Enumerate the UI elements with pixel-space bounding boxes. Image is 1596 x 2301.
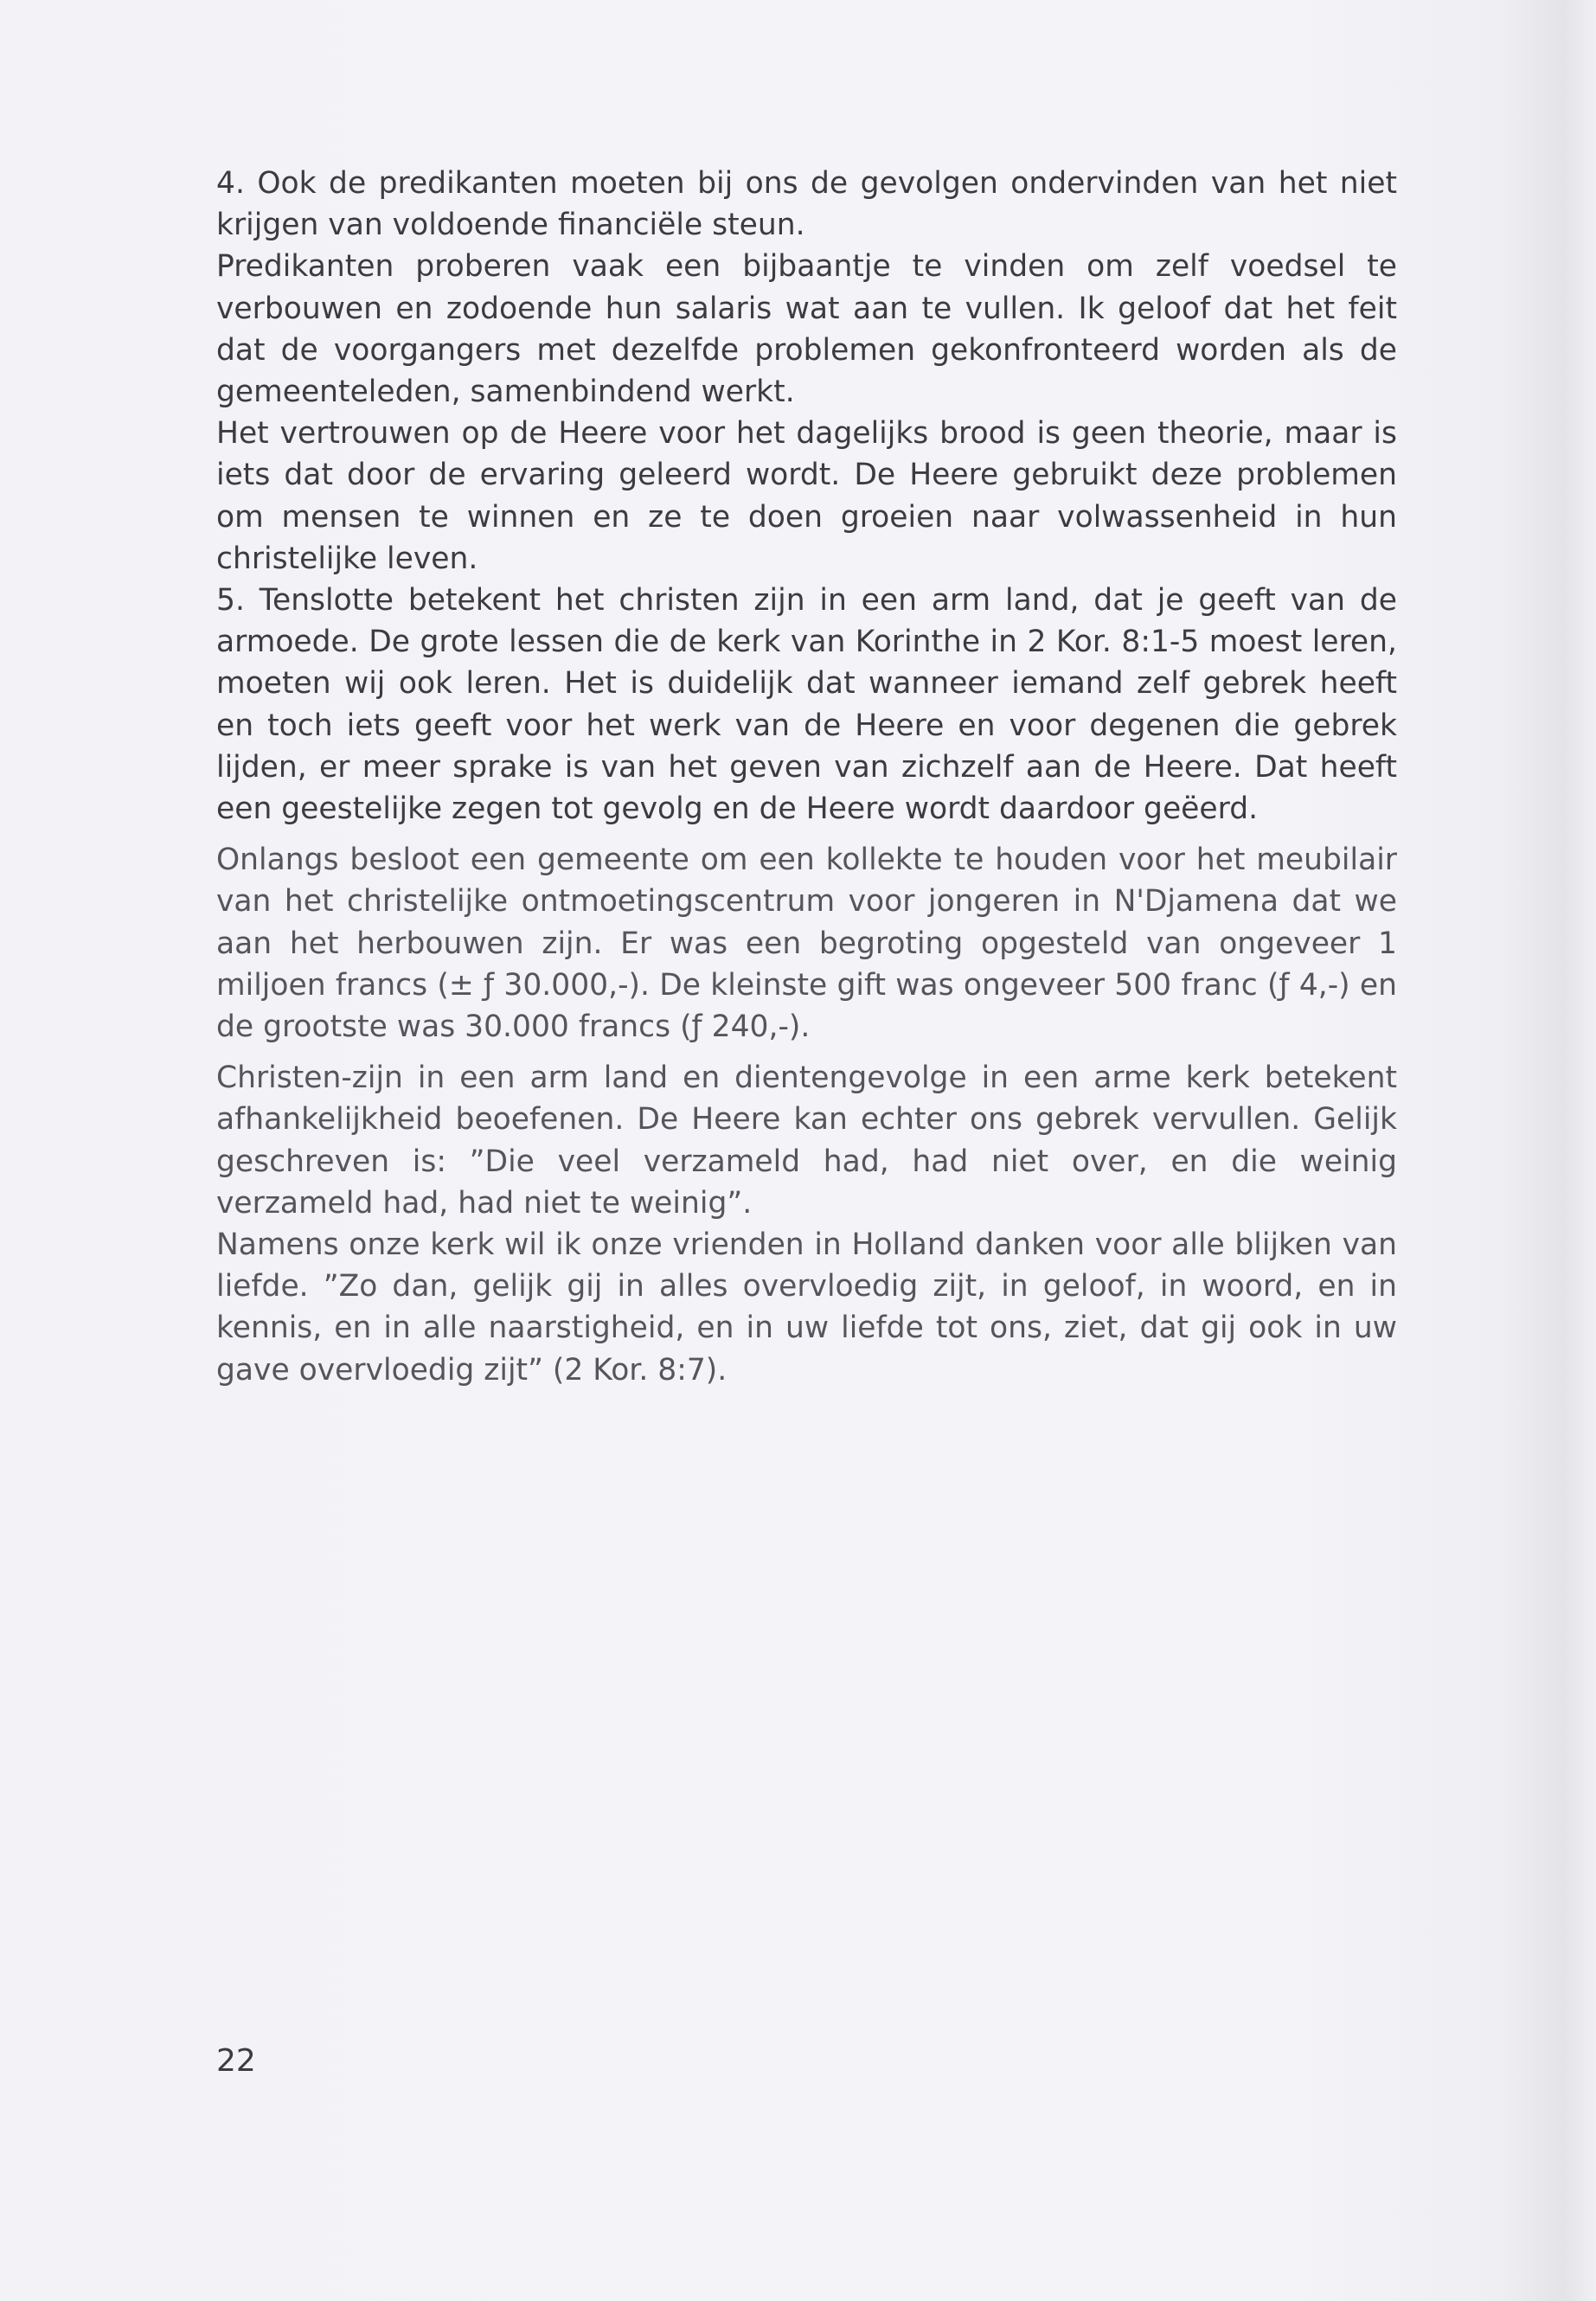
- page-number: 22: [216, 2043, 256, 2079]
- body-text: [216, 163, 1397, 1391]
- paragraph-collection: Onlangs besloot een gemeente om een kollekte te houden voor het meubilair van het christelijke ontmoetingscentrum voor jongeren in N'Djamena dat we aan het herbouwen zijn. Er was een begroting opgesteld van ongeveer 1 miljoen francs (± ƒ 30.000,-). De kleinste gift was ongeveer 500 franc (ƒ 4,-) en de grootste was 30.000 francs (ƒ 240,-).: [216, 843, 1397, 1045]
- paragraph-side-jobs: Predikanten proberen vaak een bijbaantje te vinden om zelf voedsel te verbouwen en zodoende hun salaris wat aan te vullen. Ik geloof dat het feit dat de voorgangers met dezelfde problemen gekonfronteerd worden als de gemeenteleden, samenbindend werkt.: [216, 249, 1397, 410]
- paragraph-point-4: 4. Ook de predikanten moeten bij ons de gevolgen ondervinden van het niet krijgen van voldoende financiële steun.: [216, 166, 1397, 243]
- paragraph-dependence: Christen-zijn in een arm land en dientengevolge in een arme kerk betekent afhankelijkheid beoefenen. De Heere kan echter ons gebrek vervullen. Gelijk geschreven is: ”Die veel verzameld had, had niet over, en die weinig verzameld had, had niet te weinig”.: [216, 1061, 1397, 1221]
- paragraph-point-5: 5. Tenslotte betekent het christen zijn in een arm land, dat je geeft van de armoede. De grote lessen die de kerk van Korinthe in 2 Kor. 8:1-5 moest leren, moeten wij ook leren. Het is duidelijk dat wanneer iemand zelf gebrek heeft en toch iets geeft voor het werk van de Heere en voor degenen die gebrek lijden, er meer sprake is van het geven van zichzelf aan de Heere. Dat heeft een geestelijke zegen tot gevolg en de Heere wordt daardoor geëerd.: [216, 583, 1397, 827]
- paragraph-daily-bread: Het vertrouwen op de Heere voor het dagelijks brood is geen theorie, maar is iets dat door de ervaring geleerd wordt. De Heere gebruikt deze problemen om mensen te winnen en ze te doen groeien naar volwassenheid in hun christelijke leven.: [216, 416, 1397, 576]
- paragraph-thanks: Namens onze kerk wil ik onze vrienden in Holland danken voor alle blijken van liefde. ”Zo dan, gelijk gij in alles overvloedig zijt, in geloof, in woord, en in kennis, en in alle naarstigheid, en in uw liefde tot ons, ziet, dat gij ook in uw gave overvloedig zijt” (2 Kor. 8:7).: [216, 1227, 1397, 1388]
